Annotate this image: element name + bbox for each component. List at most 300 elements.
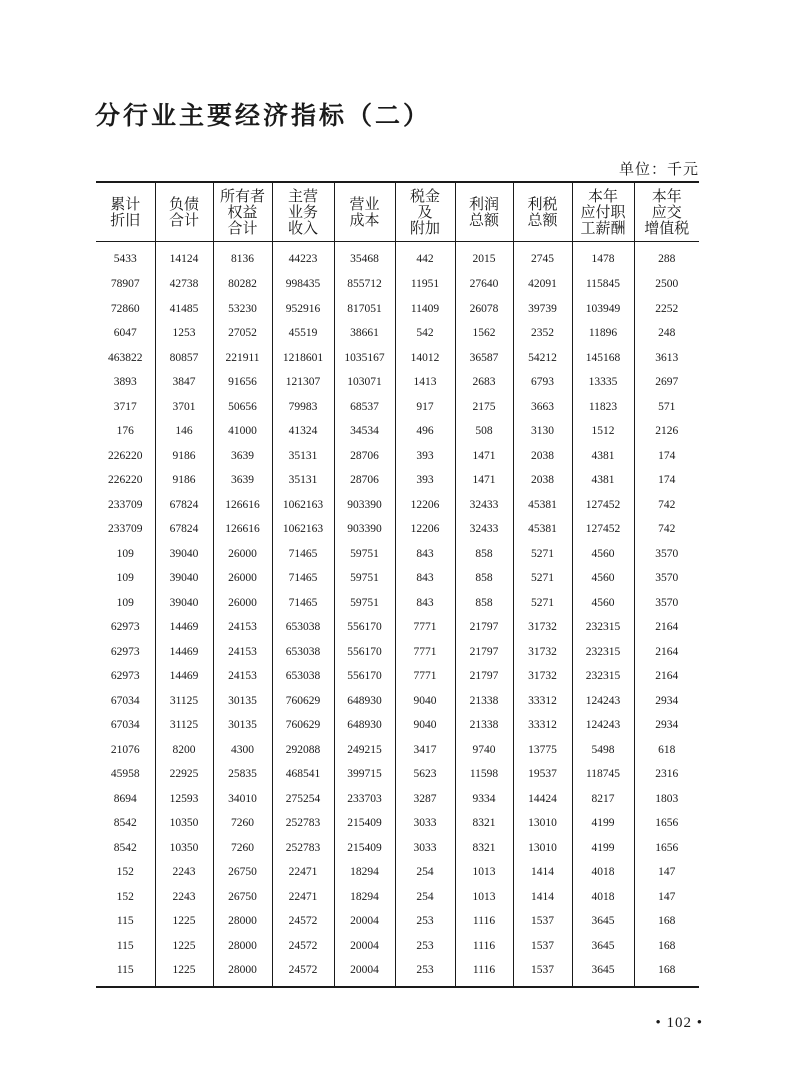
table-cell: 11951	[395, 272, 455, 297]
table-cell: 2934	[634, 689, 699, 714]
table-cell: 2352	[513, 321, 572, 346]
table-cell: 2252	[634, 297, 699, 322]
table-cell: 14469	[155, 640, 213, 665]
table-cell: 67824	[155, 517, 213, 542]
table-row	[96, 811, 699, 836]
table-cell: 152	[116, 866, 134, 879]
table-cell: 28706	[334, 468, 395, 493]
table-cell: 24572	[272, 934, 334, 959]
table-cell: 11896	[572, 321, 634, 346]
page-title: 分行业主要经济指标（二）	[95, 101, 432, 130]
table-cell: 34010	[213, 787, 272, 812]
table-cell: 226220	[108, 449, 143, 462]
table-cell: 11409	[395, 297, 455, 322]
table-cell: 1803	[634, 787, 699, 812]
table-row	[96, 493, 699, 518]
table-cell: 3847	[155, 370, 213, 395]
table-row	[96, 566, 699, 591]
economic-indicators-table-container	[96, 181, 699, 988]
table-cell: 168	[634, 958, 699, 987]
table-row	[96, 419, 699, 444]
table-cell: 508	[455, 419, 513, 444]
table-cell: 71465	[272, 566, 334, 591]
table-cell: 393	[395, 444, 455, 469]
table-cell: 288	[634, 242, 699, 273]
table-cell: 26000	[213, 591, 272, 616]
table-cell: 7260	[213, 836, 272, 861]
table-cell: 8694	[113, 792, 137, 805]
table-cell: 13775	[513, 738, 572, 763]
table-cell: 31732	[513, 615, 572, 640]
table-cell: 3570	[634, 542, 699, 567]
table-cell: 648930	[334, 689, 395, 714]
table-cell: 1478	[572, 242, 634, 273]
table-cell: 1537	[513, 958, 572, 987]
table-cell: 27052	[213, 321, 272, 346]
table-cell: 843	[395, 566, 455, 591]
table-cell: 442	[395, 242, 455, 273]
table-cell: 9334	[455, 787, 513, 812]
table-row	[96, 468, 699, 493]
table-cell: 147	[634, 885, 699, 910]
table-cell: 35468	[334, 242, 395, 273]
table-cell: 248	[634, 321, 699, 346]
table-row	[96, 370, 699, 395]
table-cell: 22925	[155, 762, 213, 787]
table-cell: 26078	[455, 297, 513, 322]
table-cell: 21338	[455, 689, 513, 714]
table-cell: 32433	[455, 517, 513, 542]
table-row	[96, 242, 699, 273]
table-row	[96, 958, 699, 987]
table-cell: 59751	[334, 591, 395, 616]
table-cell: 2175	[455, 395, 513, 420]
table-cell: 42091	[513, 272, 572, 297]
column-header: 营业 成本	[334, 182, 395, 242]
table-cell: 109	[116, 572, 134, 585]
table-cell: 4300	[213, 738, 272, 763]
table-cell: 31125	[155, 713, 213, 738]
table-cell: 31732	[513, 640, 572, 665]
table-cell: 9186	[155, 468, 213, 493]
table-cell: 556170	[334, 615, 395, 640]
table-cell: 145168	[572, 346, 634, 371]
table-cell: 12593	[155, 787, 213, 812]
table-cell: 12206	[395, 517, 455, 542]
table-cell: 80282	[213, 272, 272, 297]
table-row	[96, 689, 699, 714]
table-row	[96, 517, 699, 542]
table-cell: 36587	[455, 346, 513, 371]
table-cell: 7771	[395, 664, 455, 689]
table-cell: 39040	[155, 591, 213, 616]
table-cell: 843	[395, 591, 455, 616]
table-cell: 6793	[513, 370, 572, 395]
table-cell: 1656	[634, 811, 699, 836]
table-cell: 78907	[110, 278, 140, 291]
table-cell: 2745	[513, 242, 572, 273]
table-cell: 1471	[455, 468, 513, 493]
table-cell: 146	[155, 419, 213, 444]
table-cell: 68537	[334, 395, 395, 420]
table-row	[96, 934, 699, 959]
table-cell: 28706	[334, 444, 395, 469]
table-cell: 4018	[572, 860, 634, 885]
table-cell: 80857	[155, 346, 213, 371]
table-cell: 2697	[634, 370, 699, 395]
table-cell: 275254	[272, 787, 334, 812]
table-cell: 571	[634, 395, 699, 420]
table-cell: 25835	[213, 762, 272, 787]
table-cell: 11598	[455, 762, 513, 787]
table-cell: 2243	[155, 885, 213, 910]
table-cell: 215409	[334, 811, 395, 836]
table-cell: 13010	[513, 836, 572, 861]
table-row	[96, 664, 699, 689]
table-cell: 44223	[272, 242, 334, 273]
table-cell: 39040	[155, 542, 213, 567]
table-cell: 1116	[455, 909, 513, 934]
table-row	[96, 542, 699, 567]
table-cell: 226220	[108, 474, 143, 487]
table-cell: 62973	[110, 670, 140, 683]
table-cell: 233709	[108, 498, 143, 511]
table-row	[96, 615, 699, 640]
table-cell: 653038	[272, 640, 334, 665]
table-cell: 3639	[213, 468, 272, 493]
table-cell: 39040	[155, 566, 213, 591]
table-cell: 817051	[334, 297, 395, 322]
table-cell: 168	[634, 909, 699, 934]
table-cell: 1013	[455, 860, 513, 885]
table-cell: 2316	[634, 762, 699, 787]
table-cell: 28000	[213, 958, 272, 987]
column-header: 所有者 权益 合计	[213, 182, 272, 242]
table-cell: 4560	[572, 566, 634, 591]
table-cell: 118745	[572, 762, 634, 787]
table-cell: 858	[455, 566, 513, 591]
table-cell: 998435	[272, 272, 334, 297]
table-cell: 5433	[113, 253, 137, 265]
table-cell: 71465	[272, 591, 334, 616]
table-cell: 3639	[213, 444, 272, 469]
table-cell: 115845	[572, 272, 634, 297]
table-cell: 67034	[110, 694, 140, 707]
table-cell: 9040	[395, 713, 455, 738]
table-cell: 2683	[455, 370, 513, 395]
table-cell: 843	[395, 542, 455, 567]
table-cell: 22471	[272, 885, 334, 910]
table-cell: 28000	[213, 909, 272, 934]
table-cell: 42738	[155, 272, 213, 297]
table-cell: 221911	[213, 346, 272, 371]
table-cell: 14012	[395, 346, 455, 371]
table-cell: 254	[395, 860, 455, 885]
table-cell: 59751	[334, 542, 395, 567]
table-row	[96, 738, 699, 763]
table-cell: 2934	[634, 713, 699, 738]
table-cell: 24153	[213, 664, 272, 689]
table-cell: 399715	[334, 762, 395, 787]
table-cell: 12206	[395, 493, 455, 518]
table-cell: 121307	[272, 370, 334, 395]
table-cell: 742	[634, 517, 699, 542]
table-cell: 45381	[513, 493, 572, 518]
table-cell: 232315	[572, 664, 634, 689]
table-cell: 653038	[272, 664, 334, 689]
table-cell: 1562	[455, 321, 513, 346]
table-cell: 5623	[395, 762, 455, 787]
table-cell: 232315	[572, 615, 634, 640]
table-cell: 2164	[634, 664, 699, 689]
header-row	[96, 182, 699, 242]
table-cell: 72860	[110, 302, 140, 315]
table-cell: 67824	[155, 493, 213, 518]
table-cell: 13010	[513, 811, 572, 836]
economic-indicators-table	[96, 181, 699, 988]
column-header: 主营 业务 收入	[272, 182, 334, 242]
table-cell: 126616	[213, 493, 272, 518]
table-cell: 91656	[213, 370, 272, 395]
table-cell: 45381	[513, 517, 572, 542]
table-cell: 30135	[213, 713, 272, 738]
table-cell: 2126	[634, 419, 699, 444]
table-row	[96, 297, 699, 322]
table-cell: 1116	[455, 934, 513, 959]
table-cell: 14469	[155, 615, 213, 640]
table-cell: 14124	[155, 242, 213, 273]
table-row	[96, 444, 699, 469]
table-cell: 10350	[155, 836, 213, 861]
table-cell: 2038	[513, 444, 572, 469]
table-row	[96, 591, 699, 616]
table-cell: 8200	[155, 738, 213, 763]
table-cell: 103949	[572, 297, 634, 322]
table-cell: 20004	[334, 958, 395, 987]
table-cell: 8136	[213, 242, 272, 273]
table-cell: 249215	[334, 738, 395, 763]
table-cell: 760629	[272, 689, 334, 714]
table-cell: 3645	[572, 909, 634, 934]
table-cell: 5271	[513, 591, 572, 616]
table-cell: 8542	[113, 817, 137, 830]
table-cell: 468541	[272, 762, 334, 787]
table-cell: 858	[455, 542, 513, 567]
table-cell: 124243	[572, 689, 634, 714]
table-cell: 174	[634, 468, 699, 493]
table-cell: 8542	[113, 841, 137, 854]
table-cell: 27640	[455, 272, 513, 297]
table-cell: 3645	[572, 934, 634, 959]
table-cell: 556170	[334, 640, 395, 665]
table-cell: 2243	[155, 860, 213, 885]
table-cell: 152	[116, 890, 134, 903]
table-cell: 1414	[513, 860, 572, 885]
table-cell: 2164	[634, 615, 699, 640]
table-cell: 79983	[272, 395, 334, 420]
table-cell: 393	[395, 468, 455, 493]
table-cell: 903390	[334, 493, 395, 518]
table-cell: 1413	[395, 370, 455, 395]
table-cell: 33312	[513, 689, 572, 714]
table-cell: 952916	[272, 297, 334, 322]
table-cell: 5498	[572, 738, 634, 763]
table-cell: 3130	[513, 419, 572, 444]
table-cell: 18294	[334, 860, 395, 885]
table-cell: 35131	[272, 468, 334, 493]
table-cell: 39739	[513, 297, 572, 322]
table-cell: 4018	[572, 885, 634, 910]
table-cell: 855712	[334, 272, 395, 297]
table-cell: 41485	[155, 297, 213, 322]
table-cell: 24572	[272, 909, 334, 934]
table-cell: 2164	[634, 640, 699, 665]
table-cell: 463822	[108, 351, 143, 364]
table-cell: 3570	[634, 566, 699, 591]
table-cell: 252783	[272, 836, 334, 861]
table-cell: 556170	[334, 664, 395, 689]
table-cell: 3033	[395, 836, 455, 861]
table-cell: 13335	[572, 370, 634, 395]
table-cell: 3717	[113, 400, 137, 413]
table-cell: 26000	[213, 566, 272, 591]
table-cell: 1116	[455, 958, 513, 987]
table-cell: 742	[634, 493, 699, 518]
table-cell: 254	[395, 885, 455, 910]
table-cell: 115	[116, 964, 134, 977]
table-cell: 618	[634, 738, 699, 763]
table-cell: 253	[395, 934, 455, 959]
table-cell: 50656	[213, 395, 272, 420]
table-cell: 4560	[572, 591, 634, 616]
table-cell: 26000	[213, 542, 272, 567]
table-cell: 253	[395, 909, 455, 934]
table-cell: 21797	[455, 664, 513, 689]
table-cell: 7771	[395, 640, 455, 665]
table-cell: 35131	[272, 444, 334, 469]
table-cell: 233709	[108, 523, 143, 536]
table-cell: 109	[116, 547, 134, 560]
table-cell: 496	[395, 419, 455, 444]
table-cell: 1225	[155, 909, 213, 934]
table-cell: 53230	[213, 297, 272, 322]
table-cell: 1225	[155, 934, 213, 959]
table-cell: 174	[634, 444, 699, 469]
table-cell: 1471	[455, 444, 513, 469]
table-cell: 2015	[455, 242, 513, 273]
table-cell: 30135	[213, 689, 272, 714]
table-cell: 115	[116, 915, 134, 928]
table-cell: 115	[116, 939, 134, 952]
table-cell: 232315	[572, 640, 634, 665]
table-cell: 3613	[634, 346, 699, 371]
table-cell: 20004	[334, 934, 395, 959]
table-cell: 4381	[572, 468, 634, 493]
table-cell: 176	[116, 425, 134, 438]
table-cell: 20004	[334, 909, 395, 934]
table-cell: 33312	[513, 713, 572, 738]
table-row	[96, 321, 699, 346]
table-row	[96, 909, 699, 934]
table-cell: 253	[395, 958, 455, 987]
unit-label: 单位：千元	[618, 160, 699, 178]
table-cell: 1218601	[272, 346, 334, 371]
page-number: • 102 •	[655, 1015, 703, 1031]
table-cell: 9740	[455, 738, 513, 763]
table-cell: 7771	[395, 615, 455, 640]
table-cell: 653038	[272, 615, 334, 640]
table-cell: 127452	[572, 517, 634, 542]
column-header: 本年 应付职 工薪酬	[572, 182, 634, 242]
table-cell: 59751	[334, 566, 395, 591]
column-header: 本年 应交 增值税	[634, 182, 699, 242]
table-row	[96, 272, 699, 297]
table-cell: 1537	[513, 934, 572, 959]
table-cell: 31125	[155, 689, 213, 714]
table-cell: 45519	[272, 321, 334, 346]
table-cell: 3893	[113, 376, 137, 389]
table-cell: 760629	[272, 713, 334, 738]
table-cell: 41324	[272, 419, 334, 444]
table-cell: 9186	[155, 444, 213, 469]
table-cell: 1013	[455, 885, 513, 910]
table-cell: 21797	[455, 640, 513, 665]
table-cell: 233703	[334, 787, 395, 812]
table-header	[96, 182, 699, 242]
table-cell: 14424	[513, 787, 572, 812]
table-cell: 10350	[155, 811, 213, 836]
table-cell: 67034	[110, 719, 140, 732]
table-cell: 4199	[572, 836, 634, 861]
table-cell: 4560	[572, 542, 634, 567]
table-cell: 8217	[572, 787, 634, 812]
table-cell: 7260	[213, 811, 272, 836]
table-cell: 147	[634, 860, 699, 885]
table-cell: 31732	[513, 664, 572, 689]
table-cell: 1035167	[334, 346, 395, 371]
table-cell: 14469	[155, 664, 213, 689]
table-row	[96, 860, 699, 885]
table-cell: 3417	[395, 738, 455, 763]
table-cell: 45958	[110, 768, 140, 781]
table-cell: 1656	[634, 836, 699, 861]
table-cell: 858	[455, 591, 513, 616]
table-cell: 24572	[272, 958, 334, 987]
table-cell: 21338	[455, 713, 513, 738]
table-cell: 3645	[572, 958, 634, 987]
column-header: 利润 总额	[455, 182, 513, 242]
table-cell: 34534	[334, 419, 395, 444]
table-cell: 3033	[395, 811, 455, 836]
table-cell: 542	[395, 321, 455, 346]
table-cell: 3287	[395, 787, 455, 812]
table-cell: 54212	[513, 346, 572, 371]
table-body	[96, 242, 699, 987]
table-cell: 8321	[455, 811, 513, 836]
table-cell: 1225	[155, 958, 213, 987]
table-cell: 4199	[572, 811, 634, 836]
table-cell: 6047	[113, 327, 137, 340]
table-cell: 1414	[513, 885, 572, 910]
table-cell: 2038	[513, 468, 572, 493]
table-cell: 4381	[572, 444, 634, 469]
table-row	[96, 640, 699, 665]
table-cell: 62973	[110, 645, 140, 658]
table-cell: 24153	[213, 640, 272, 665]
table-cell: 22471	[272, 860, 334, 885]
table-cell: 62973	[110, 621, 140, 634]
table-cell: 41000	[213, 419, 272, 444]
